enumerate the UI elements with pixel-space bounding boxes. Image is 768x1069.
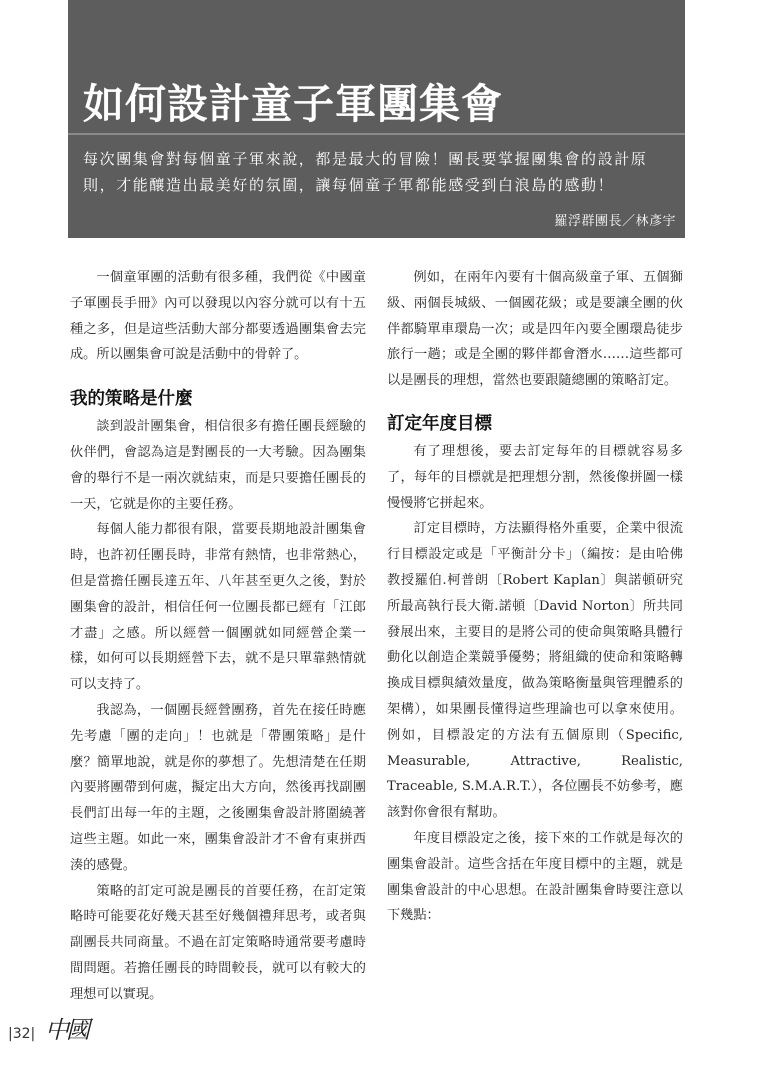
paragraph: 談到設計團集會，相信很多有擔任團長經驗的伙伴們，會認為這是對團長的一大考驗。因為團集會的舉行不是一兩次就結束，而是只要擔任團長的一天，它就是你的主要任務。 [70, 419, 366, 512]
magazine-logo: 中國 [45, 1016, 87, 1044]
section-heading: 我的策略是什麼 [70, 389, 193, 410]
left-column [70, 265, 366, 1008]
paragraph: 策略的訂定可說是團長的首要任務，在訂定策略時可能要花好幾天甚至好幾個禮拜思考，或者與副團長共同商量。不過在訂定策略時通常要考慮時間問題。若擔任團長的時間較長，就可以有較大的理想可以實現。 [70, 883, 366, 1002]
paragraph: 有了理想後，要去訂定每年的目標就容易多了，每年的目標就是把理想分割，然後像拼圖一樣慢慢將它拼起來。 [387, 443, 683, 511]
paragraph: 訂定目標時，方法顯得格外重要，企業中很流行目標設定或是「平衡計分卡」（編按：是由哈佛教授羅伯.柯普朗〔Robert Kaplan〕與諾頓研究所最高執行長大衛.諾頓〔David Norton〕所共同發展出來，主要目的是將公司的使命與策略具體行動化以創造企業競爭優勢；將組織的使命和策略轉換成目標與績效量度，做為策略衡量與管理體系的架構），如果團長懂得這些理論也可以拿來使用。例如，目標設定的方法有五個原則（Specific, Measurable, Attractive, Realistic, Traceable, S.M.A.R.T.），各位團長不妨參考，應該對你會很有幫助。 [387, 521, 683, 821]
section-heading: 訂定年度目標 [387, 413, 492, 434]
title-divider [68, 133, 685, 135]
paragraph: 一個童軍團的活動有很多種，我們從《中國童子軍團長手冊》內可以發現以內容分就可以有十五種之多，但是這些活動大部分都要透過團集會去完成。所以團集會可說是活動中的骨幹了。 [70, 270, 366, 363]
intro-line: 每次團集會對每個童子軍來說，都是最大的冒險！團長要掌握團集會的設計原 [83, 150, 648, 168]
article-title: 如何設計童子軍團集會 [83, 80, 503, 128]
author-byline: 羅浮群團長／林彥宇 [554, 214, 676, 229]
page-number-value: 32 [12, 1026, 31, 1042]
right-column [387, 265, 683, 929]
paragraph: 例如，在兩年內要有十個高級童子軍、五個獅級、兩個長城級、一個國花級；或是要讓全團的伙伴都騎單車環島一次；或是四年內要全團環島徒步旅行一趟；或是全團的夥伴都會潛水……這些都可以是團長的理想，當然也要跟隨總團的策略訂定。 [387, 270, 683, 389]
paragraph: 年度目標設定之後，接下來的工作就是每次的團集會設計。這些含括在年度目標中的主題，就是團集會設計的中心思想。在設計團集會時要注意以下幾點： [387, 830, 683, 924]
article-intro [83, 146, 673, 198]
intro-line: 則，才能釀造出最美好的氛圍，讓每個童子軍都能感受到白浪島的感動！ [83, 176, 615, 194]
page-number: |32| [8, 1026, 36, 1042]
paragraph: 我認為，一個團長經營團務，首先在接任時應先考慮「團的走向」！也就是「帶團策略」是什麼？簡單地說，就是你的夢想了。先想清楚在任期內要將團帶到何處，擬定出大方向，然後再找副團長們訂出每一年的主題，之後團集會設計將圍繞著這些主題。如此一來，團集會設計才不會有東拼西湊的感覺。 [70, 702, 366, 873]
paragraph: 每個人能力都很有限，當要長期地設計團集會時，也許初任團長時，非常有熱情，也非常熱心，但是當擔任團長達五年、八年甚至更久之後，對於團集會的設計，相信任何一位團長都已經有「江郎才盡」之感。所以經營一個團就如同經營企業一樣，如何可以長期經營下去，就不是只單靠熱情就可以支持了。 [70, 522, 366, 693]
